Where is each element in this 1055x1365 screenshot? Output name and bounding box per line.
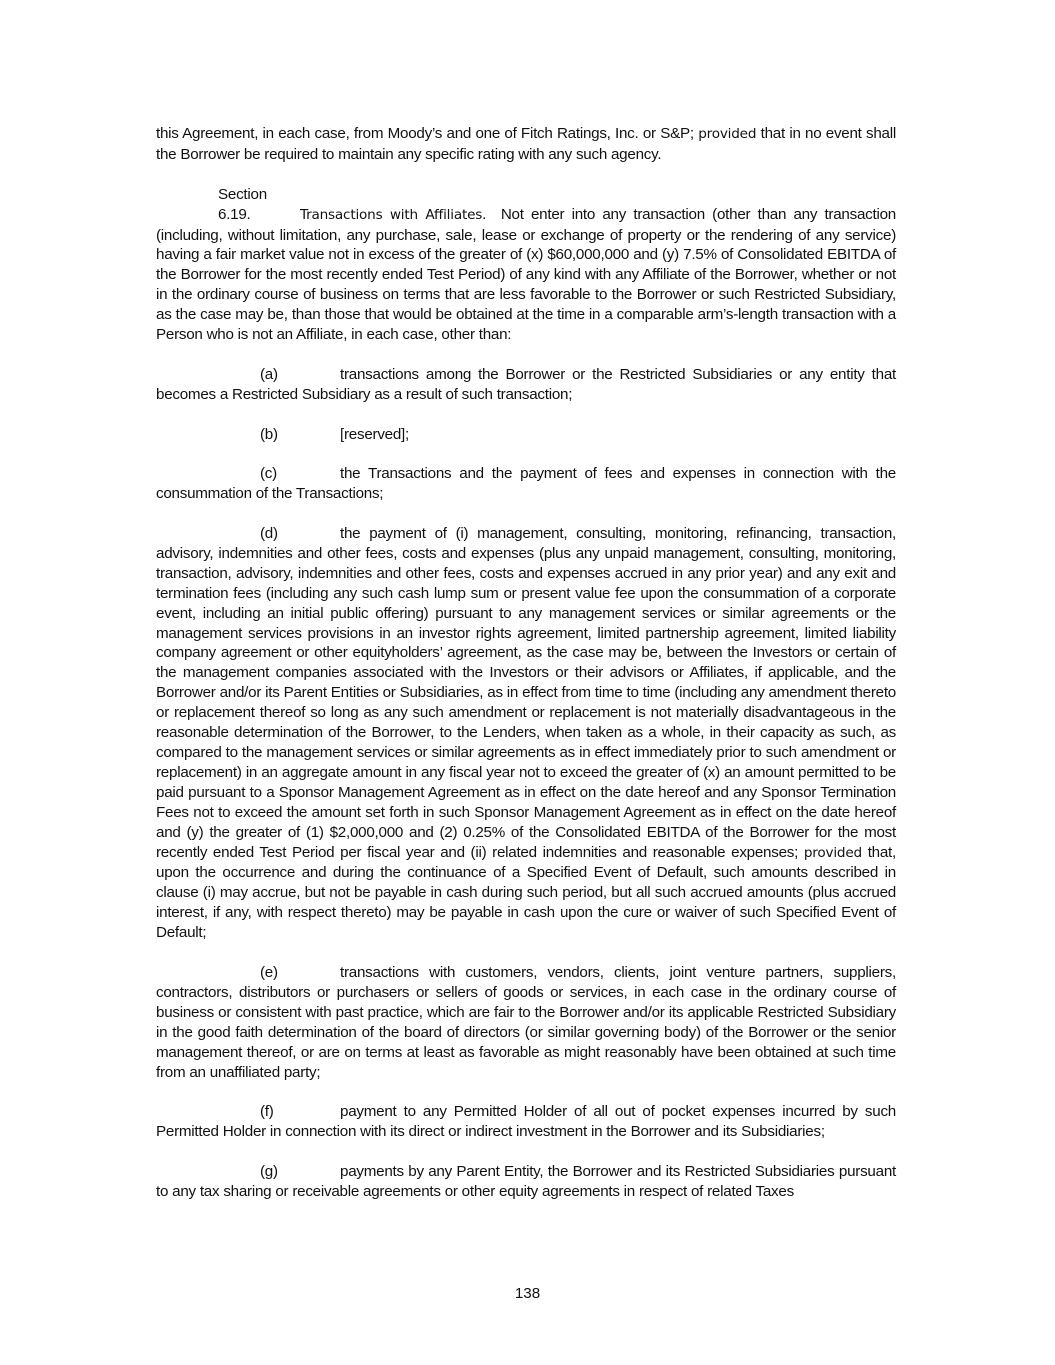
clause-a-text: transactions among the Borrower or the Restricted Subsidiaries or any entity that becomes a Restricted Subsidiary as a result of such transaction; bbox=[156, 365, 896, 403]
clause-a bbox=[156, 365, 896, 405]
section-number: Section 6.19. bbox=[218, 185, 267, 223]
clause-g-label: (g) bbox=[260, 1163, 278, 1180]
clause-b-label: (b) bbox=[260, 425, 278, 443]
section-title: Transactions with Affiliates. bbox=[300, 206, 487, 223]
clause-d-text-after: that, upon the occurrence and during the continuance of a Specified Event of Default, such amounts described in clause (i) may accrue, but not be payable in cash during such period, but all such accrued amounts (plus accrued interest, if any, with respect thereto) may be payable in cash upon the cure or waiver of such Specified Event of Default; bbox=[156, 843, 896, 942]
clause-f-label: (f) bbox=[260, 1103, 274, 1121]
clause-c bbox=[156, 464, 896, 504]
clause-d-emphasis: provided bbox=[803, 844, 862, 861]
clause-e-text: transactions with customers, vendors, clients, joint venture partners, suppliers, contractors, distributors or purchasers or sellers of goods or services, in each case in the ordinary course of business or consistent with past practice, which are fair to the Borrower and/or its applicable Restricted Subsidiary in the good faith determination of the board of directors (or similar governing body) of the Borrower or the senior management thereof, or are on terms at least as favorable as might reasonably have been obtained at such time from an unaffiliated party; bbox=[156, 963, 896, 1081]
intro-emphasis: provided bbox=[698, 126, 757, 142]
clause-g-text: payments by any Parent Entity, the Borrower and its Restricted Subsidiaries pursuant to any tax sharing or receivable agreements or other equity agreements in respect of related Taxes bbox=[156, 1163, 896, 1200]
section-6-19-paragraph bbox=[156, 185, 896, 345]
page-number: 138 bbox=[514, 1285, 541, 1302]
intro-paragraph bbox=[156, 124, 896, 165]
clause-b-text: [reserved]; bbox=[340, 425, 409, 443]
clause-g bbox=[156, 1162, 896, 1202]
clause-f-text: payment to any Permitted Holder of all out of pocket expenses incurred by such Permitted Holder in connection with its direct or indirect investment in the Borrower and its Subsidiaries; bbox=[156, 1103, 896, 1141]
section-body: Not enter into any transaction (other than any transaction (including, without limitation, any purchase, sale, lease or exchange of property or the rendering of any service) having a fair market value not in excess of the greater of (x) $60,000,000 and (y) 7.5% of Consolidated EBITDA of the Borrower for the most recently ended Test Period) of any kind with any Affiliate of the Borrower, whether or not in the ordinary course of business on terms that are less favorable to the Borrower or such Restricted Subsidiary, as the case may be, than those that would be obtained at the time in a comparable arm’s-length transaction with a Person who is not an Affiliate, in each case, other than: bbox=[156, 205, 896, 344]
intro-text-before: this Agreement, in each case, from Moody’s and one of Fitch Ratings, Inc. or S&P; bbox=[156, 125, 699, 142]
clause-e bbox=[156, 963, 896, 1082]
clause-d-text-before: the payment of (i) management, consulting, monitoring, refinancing, transaction, advisory, indemnities and other fees, costs and expenses (plus any unpaid management, consulting, monitoring, transaction, advisory, indemnities and other fees, costs and expenses accrued in any prior year) and any exit and termination fees (including any such cash lump sum or present value fee upon the consummation of a corporate event, including an initial public offering) pursuant to any management services or similar agreements or the management services provisions in an investor rights agreement, limited partnership agreement, limited liability company agreement or other equityholders’ agreement, as the case may be, between the Investors or certain of the management companies associated with the Investors or their advisors or Affiliates, if applicable, and the Borrower and/or its Parent Entities or Subsidiaries, as in effect from time to time (including any amendment thereto or replacement thereof so long as any such amendment or replacement is not materially disadvantageous in the reasonable determination of the Borrower, to the Lenders, when taken as a whole, in their capacity as such, as compared to the management services or similar agreements as in effect immediately prior to such amendment or replacement) in an aggregate amount in any fiscal year not to exceed the greater of (x) an amount permitted to be paid pursuant to a Sponsor Management Agreement as in effect on the date hereof and any Sponsor Termination Fees not to exceed the amount set forth in such Sponsor Management Agreement as in effect on the date hereof and (y) the greater of (1) $2,000,000 and (2) 0.25% of the Consolidated EBITDA of the Borrower for the most recently ended Test Period per fiscal year and (ii) related indemnities and reasonable expenses; bbox=[156, 525, 896, 861]
clause-b bbox=[156, 425, 896, 445]
clause-f bbox=[156, 1102, 896, 1142]
clause-e-label: (e) bbox=[260, 963, 278, 981]
clause-c-text: the Transactions and the payment of fees and expenses in connection with the consummation of the Transactions; bbox=[156, 465, 896, 503]
intro-text-after: that in no event shall the Borrower be required to maintain any specific rating with any such agency. bbox=[156, 125, 896, 163]
clause-d-label: (d) bbox=[260, 525, 278, 543]
clause-d bbox=[156, 524, 896, 943]
clause-a-label: (a) bbox=[260, 365, 278, 383]
clause-c-label: (c) bbox=[260, 465, 277, 483]
document-page bbox=[156, 124, 896, 1202]
